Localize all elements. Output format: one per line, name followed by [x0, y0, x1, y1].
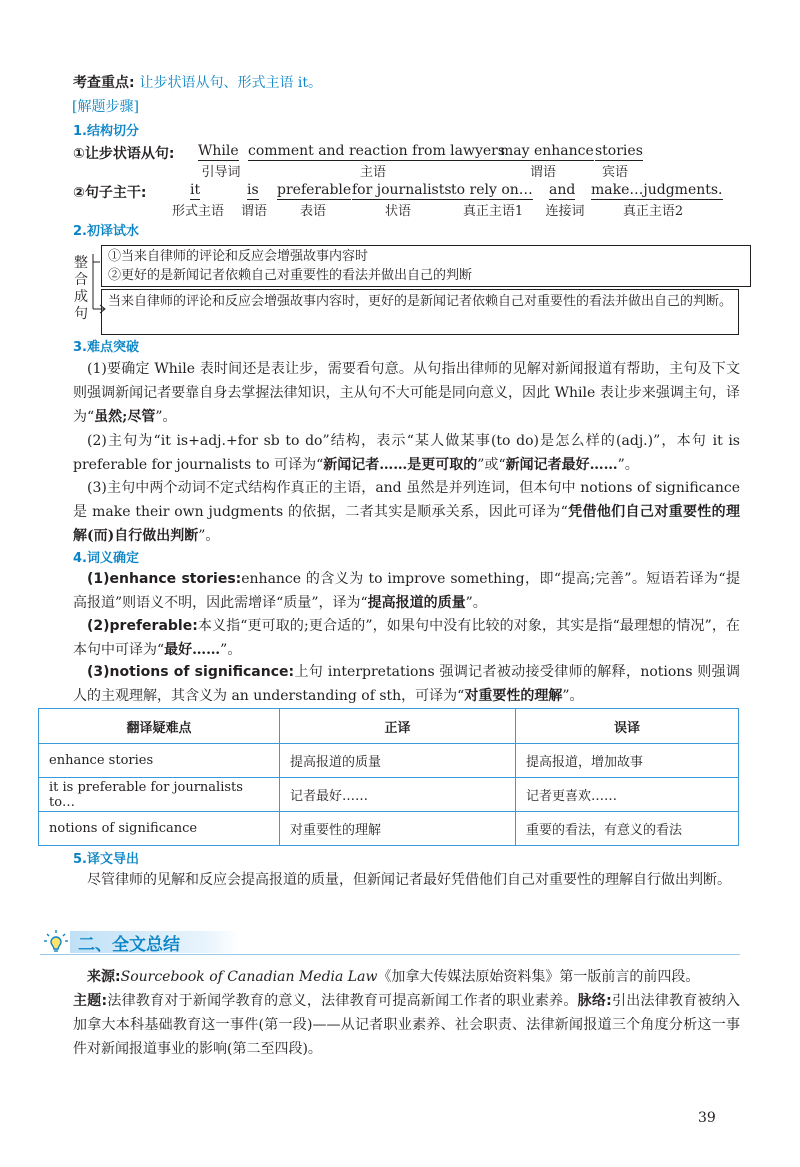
s1-w-object: stories	[595, 143, 643, 159]
s1-line1-prefix: ①让步状语从句:	[73, 146, 175, 162]
s1-l3: 谓语	[529, 165, 557, 180]
s4-p2: (2)preferable:本义指“更可取的;更合适的”，如果句中没有比较的对象，其实是指“最理想的情况”，在本句中可译为“最好……”。	[73, 618, 740, 658]
s1-w-predicate: may enhance	[500, 143, 594, 159]
th-wrong: 误译	[516, 709, 739, 744]
s1-l1: 引导词	[201, 165, 241, 180]
th-point: 翻译疑难点	[39, 709, 280, 744]
s2-w-and: and	[549, 182, 576, 198]
s2-title: 2.初译试水	[73, 224, 139, 239]
s3-p3: (3)主句中两个动词不定式结构作真正的主语，and 虽然是并列连词，但本句中 notions of significance 是 make their own judgments 的依据，二者其实是顺承关系，因此可译为“凭借他们自己对重要性的理解(而)自行做出判断”。	[73, 480, 740, 544]
table-cell: 提高报道的质量	[280, 744, 516, 778]
s2-item1: ①当来自律师的评论和反应会增强故事内容时	[108, 249, 369, 264]
s3-title: 3.难点突破	[73, 340, 139, 355]
s1-line1	[73, 143, 743, 183]
focus-label: 考查重点	[73, 75, 129, 91]
s2-w-it: it	[190, 182, 201, 198]
s2-w-preferable: preferable	[277, 182, 352, 198]
s4-title: 4.词义确定	[73, 551, 139, 566]
s2-items-box	[101, 245, 751, 287]
s1-l2: 主语	[359, 165, 387, 180]
table-row	[39, 812, 739, 846]
s4-p1: (1)enhance stories:enhance 的含义为 to improve something，即“提高;完善”。短语若译为“提高报道”则语义不明，因此需增译“质量”，译为“提高报道的质量”。	[73, 571, 740, 611]
s4-p3: (3)notions of significance:上句 interpretations 强调记者被动接受律师的解释，notions 则强调人的主观理解，其含义为 an understanding of sth，可译为“对重要性的理解”。	[73, 664, 740, 704]
s2-l4: 状语	[384, 204, 412, 219]
table-header-row	[39, 709, 739, 744]
s1-w-subject: comment and reaction from lawyers	[248, 143, 506, 159]
page-number: 39	[698, 1110, 716, 1126]
s2-w-for-journalists: for journalists	[352, 182, 452, 198]
steps-title: [解题步骤]	[72, 99, 139, 115]
table-cell: 重要的看法，有意义的看法	[516, 812, 739, 846]
s2-l6: 连接词	[545, 204, 585, 219]
s2-item2: ②更好的是新闻记者依赖自己对重要性的看法并做出自己的判断	[108, 268, 473, 283]
s1-l4: 宾语	[601, 165, 629, 180]
summary-banner	[40, 929, 740, 956]
table-cell: it is preferable for journalists to…	[39, 778, 280, 812]
s1-line2-prefix: ②句子主干:	[73, 185, 147, 201]
focus-line: 考查重点: 让步状语从句、形式主语 it。	[73, 75, 323, 91]
table-cell: enhance stories	[39, 744, 280, 778]
s2-l5: 真正主语1	[462, 204, 524, 219]
s5-title: 5.译文导出	[73, 852, 139, 867]
s2-l3: 表语	[299, 204, 327, 219]
table-cell: 提高报道，增加故事	[516, 744, 739, 778]
s2-side-label: 整合成句	[74, 255, 88, 322]
s2-combined: 当来自律师的评论和反应会增强故事内容时，更好的是新闻记者依赖自己对重要性的看法并做出自己的判断。	[108, 294, 733, 309]
s1-w-while: While	[198, 143, 239, 159]
th-correct: 正译	[280, 709, 516, 744]
table-cell: 对重要性的理解	[280, 812, 516, 846]
s2-w-rely: to rely on…	[451, 182, 533, 198]
s3-p2: (2)主句为“it is+adj.+for sb to do”结构，表示“某人做某事(to do)是怎么样的(adj.)”，本句 it is preferable for journalists to 可译为“新闻记者……是更可取的”或“新闻记者最好……”。	[73, 433, 740, 473]
s3-p1: (1)要确定 While 表时间还是表让步，需要看句意。从句指出律师的见解对新闻报道有帮助，主句及下文则强调新闻记者要靠自身去掌握法律知识，主从句不大可能是同向意义，因此 While 表让步来强调主句，译为“虽然;尽管”。	[73, 361, 740, 425]
table-cell: notions of significance	[39, 812, 280, 846]
lightbulb-icon	[42, 929, 70, 955]
table-row	[39, 778, 739, 812]
summary-heading: 二、全文总结	[78, 935, 180, 955]
s1-line2	[73, 182, 743, 222]
s2-l1: 形式主语	[171, 204, 225, 219]
s2-w-make: make…judgments.	[591, 182, 723, 198]
summary-text: 来源:Sourcebook of Canadian Media Law《加拿大传媒法原始资料集》第一版前言的前四段。 主题:法律教育对于新闻学教育的意义，法律教育可提高新闻工作者的职业素养。脉络:引出法律教育被纳入加拿大本科基础教育这一事件(第一段)——从记者职业素养、社会职责、法律新闻报道三个角度分析这一事件对新闻报道事业的影响(第二至四段)。	[73, 969, 741, 1057]
s5-text: 尽管律师的见解和反应会提高报道的质量，但新闻记者最好凭借他们自己对重要性的理解自行做出判断。	[87, 872, 731, 888]
table-cell: 记者更喜欢……	[516, 778, 739, 812]
translation-table	[38, 708, 739, 846]
s2-w-is: is	[247, 182, 259, 198]
table-row	[39, 744, 739, 778]
s2-l7: 真正主语2	[622, 204, 684, 219]
s2-combined-box	[101, 289, 739, 335]
s1-title: 1.结构切分	[73, 124, 139, 139]
table-cell: 记者最好……	[280, 778, 516, 812]
focus-text: 让步状语从句、形式主语 it。	[139, 75, 323, 91]
s2-l2: 谓语	[240, 204, 268, 219]
